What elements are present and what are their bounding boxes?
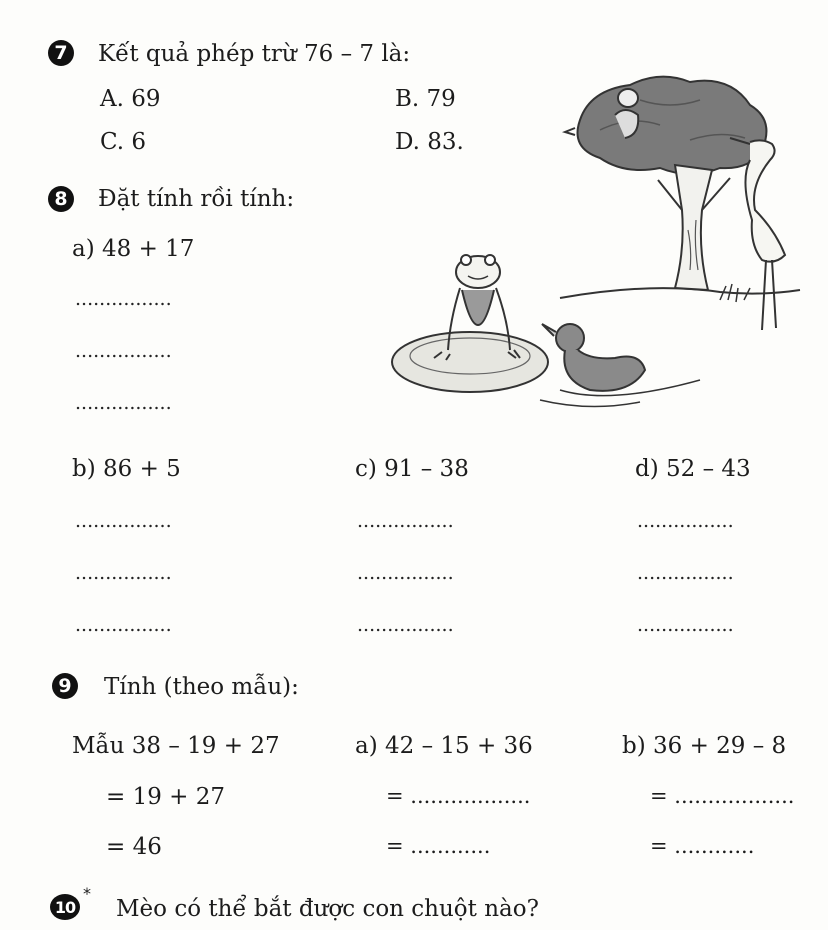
problem-8c: c) 91 – 38 bbox=[355, 456, 469, 482]
question-8-text: Đặt tính rồi tính: bbox=[98, 186, 295, 212]
option-a[interactable]: A. 69 bbox=[100, 86, 161, 112]
answer-blank-8d-1[interactable]: ................ bbox=[637, 510, 734, 532]
problem-8d: d) 52 – 43 bbox=[635, 456, 751, 482]
answer-blank-8b-2[interactable]: ................ bbox=[75, 562, 172, 584]
example-step-2: = 46 bbox=[106, 834, 162, 860]
problem-9a: a) 42 – 15 + 36 bbox=[355, 733, 533, 759]
question-10-text: Mèo có thể bắt được con chuột nào? bbox=[116, 896, 539, 922]
answer-blank-8b-1[interactable]: ................ bbox=[75, 510, 172, 532]
problem-9b: b) 36 + 29 – 8 bbox=[622, 733, 787, 759]
answer-blank-8a-2[interactable]: ................ bbox=[75, 340, 172, 362]
answer-blank-9b-1[interactable]: = .................. bbox=[650, 784, 795, 808]
question-number-10: 10 bbox=[50, 894, 80, 920]
question-9-text: Tính (theo mẫu): bbox=[104, 674, 299, 700]
question-number-7: 7 bbox=[48, 40, 74, 66]
tree-icon bbox=[578, 77, 767, 290]
answer-blank-8d-3[interactable]: ................ bbox=[637, 614, 734, 636]
question-number-9: 9 bbox=[52, 673, 78, 699]
answer-blank-8a-1[interactable]: ................ bbox=[75, 288, 172, 310]
question-7-text: Kết quả phép trừ 76 – 7 là: bbox=[98, 41, 411, 67]
answer-blank-8d-2[interactable]: ................ bbox=[637, 562, 734, 584]
problem-8a: a) 48 + 17 bbox=[72, 236, 195, 262]
duck-icon bbox=[540, 324, 700, 407]
question-number-8: 8 bbox=[48, 186, 74, 212]
example-step-1: = 19 + 27 bbox=[106, 784, 226, 810]
answer-blank-9a-2[interactable]: = ............ bbox=[386, 834, 491, 858]
answer-blank-8c-1[interactable]: ................ bbox=[357, 510, 454, 532]
star-mark: * bbox=[83, 884, 91, 903]
problem-8b: b) 86 + 5 bbox=[72, 456, 181, 482]
answer-blank-9a-1[interactable]: = .................. bbox=[386, 784, 531, 808]
answer-blank-8c-2[interactable]: ................ bbox=[357, 562, 454, 584]
example-expression: Mẫu 38 – 19 + 27 bbox=[72, 733, 280, 759]
option-d[interactable]: D. 83. bbox=[395, 129, 464, 155]
answer-blank-8b-3[interactable]: ................ bbox=[75, 614, 172, 636]
illustration bbox=[390, 60, 810, 420]
answer-blank-9b-2[interactable]: = ............ bbox=[650, 834, 755, 858]
answer-blank-8a-3[interactable]: ................ bbox=[75, 392, 172, 414]
option-b[interactable]: B. 79 bbox=[395, 86, 456, 112]
lily-pad-icon bbox=[392, 332, 548, 392]
answer-blank-8c-3[interactable]: ................ bbox=[357, 614, 454, 636]
option-c[interactable]: C. 6 bbox=[100, 129, 147, 155]
